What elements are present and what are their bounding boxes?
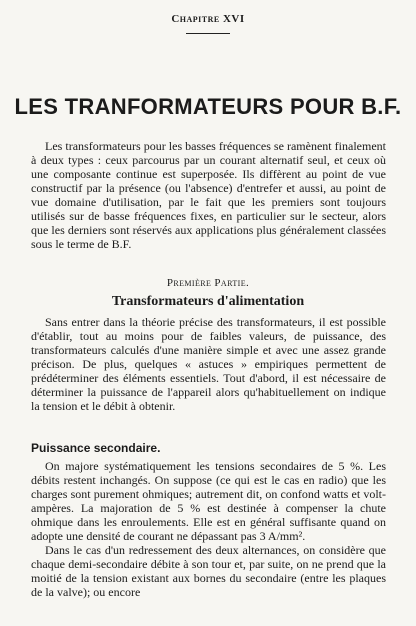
intro-section <box>31 139 386 251</box>
intro-paragraph: Les transformateurs pour les basses fréquences se ramènent finalement à deux types : ceux parcourus par un courant alternatif seul, et ceux où une composante continue est superposée. Ils diffèrent au point de vue constructif par la présence (ou l'absence) d'entrefer et aussi, au point de vue domaine d'utilisation, par le fait que les premiers sont toujours utilisés sur de basse fréquences fixes, en particulier sur le secteur, alors que les derniers sont réservés aux applications plus généralement classées sous le terme de B.F. <box>31 139 386 251</box>
subsection-paragraph-1: On majore systématiquement les tensions secondaires de 5 %. Les débits restent inchangés. On suppose (ce qui est le cas en radio) que les charges sont purement ohmiques; autrement dit, on confond watts et volt-ampères. La majoration de 5 % est destinée à compenser la chute ohmique dans les enroulements. Elle est en général suffisante quand on adopte une densité de courant ne dépassant pas 3 A/mm². <box>31 459 386 543</box>
header-rule <box>186 33 230 34</box>
chapter-title: LES TRANFORMATEURS POUR B.F. <box>14 94 402 119</box>
part-heading: Première Partie. <box>166 277 250 289</box>
subsection-heading: Puissance secondaire. <box>31 441 161 455</box>
section-body <box>31 315 386 413</box>
section-paragraph: Sans entrer dans la théorie précise des transformateurs, il est possible d'établir, tout au moins pour de faibles valeurs, de puissance, des transformateurs calculés d'une manière simple et avec une assez grande précison. De plus, quelques « astuces » empiriques permettent de prédéterminer des éléments essentiels. Tout d'abord, il est nécessaire de déterminer la puissance de l'appareil alors qu'habituellement on indique la tension et le débit à obtenir. <box>31 315 386 413</box>
section-title: Transformateurs d'alimentation <box>111 294 305 309</box>
chapter-header: Chapitre XVI <box>171 13 245 25</box>
subsection-paragraph-2: Dans le cas d'un redressement des deux alternances, on considère que chaque demi-secondaire débite à son tour et, par suite, on ne prend que la moitié de la tension existant aux bornes du secondaire (entre les plaques de la valve); ou encore <box>31 543 386 599</box>
subsection-body <box>31 459 386 599</box>
